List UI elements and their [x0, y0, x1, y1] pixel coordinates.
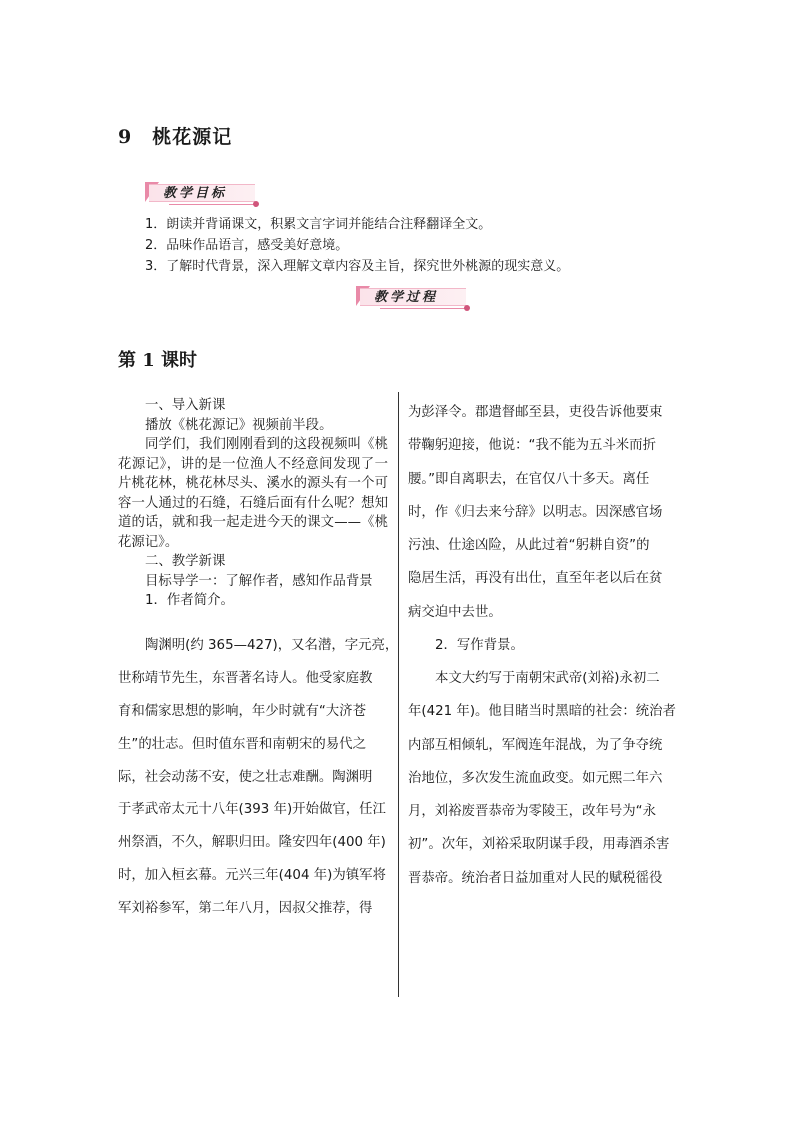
text-line: 州祭酒，不久，解职归田。隆安四年(400 年) [118, 835, 386, 851]
text-line: 污浊、仕途凶险，从此过着“躬耕自资”的 [408, 538, 650, 553]
period-title: 第 1 课时 [118, 350, 198, 371]
text-line: 隐居生活，再没有出仕，直至年老以后在贫 [408, 571, 663, 587]
text-line: 时，作《归去来兮辞》以明志。因深感官场 [408, 504, 663, 520]
right-column [408, 403, 680, 902]
left-column-author [118, 636, 399, 932]
text-line: 内部互相倾轧，军阀连年混战，为了争夺统 [408, 737, 663, 753]
sub-heading: 1．作者简介。 [145, 593, 234, 608]
objective-item: 3．了解时代背景，深入理解文章内容及主旨，探究世外桃源的现实意义。 [145, 259, 570, 274]
text-line: 为彭泽令。郡遣督邮至县，吏役告诉他要束 [408, 405, 663, 420]
banner-underline [169, 204, 255, 205]
text-line: 晋恭帝。统治者日益加重对人民的赋税徭役 [408, 870, 663, 886]
column-divider [398, 392, 399, 997]
text-line: 世称靖节先生，东晋著名诗人。他受家庭教 [118, 670, 373, 686]
lesson-name: 桃花源记 [152, 126, 233, 148]
process-banner [356, 286, 476, 312]
text-line: 带鞠躬迎接，他说：“我不能为五斗米而折 [408, 438, 656, 454]
paragraph: 同学们，我们刚刚看到的这段视频叫《桃花源记》，讲的是一位渔人不经意间发现了一片桃花林，桃花林尽头、溪水的源头有一个可容一人通过的石缝，石缝后面有什么呢？想知道的话，就和我一起走进今天的课文——《桃花源记》。 [118, 437, 388, 550]
text-line: 陶渊明(约 365—427)，又名潜，字元亮， [145, 638, 399, 653]
text-line: 际，社会动荡不安，使之壮志难酬。陶渊明 [118, 769, 373, 785]
objectives-header: 教学目标 [149, 184, 255, 202]
objective-item: 2．品味作品语言，感受美好意境。 [145, 238, 349, 253]
text-line: 于孝武帝太元十八年(393 年)开始做官，任江 [118, 802, 386, 818]
banner-dot-icon [253, 201, 259, 207]
banner-underline [380, 308, 466, 309]
left-column-intro [118, 396, 388, 611]
objectives-list [145, 214, 569, 277]
text-line: 初”。次年，刘裕采取阴谋手段，用毒酒杀害 [408, 837, 670, 853]
lesson-number: 9 [118, 126, 133, 148]
text-line: 本文大约写于南朝宋武帝(刘裕)永初二 [435, 671, 660, 686]
lesson-title [118, 122, 232, 149]
text-line: 生”的壮志。但时值东晋和南朝宋的易代之 [118, 736, 366, 752]
text-line: 年(421 年)。他目睹当时黑暗的社会：统治者 [408, 704, 676, 720]
text-line: 治地位，多次发生流血政变。如元熙二年六 [408, 770, 663, 786]
text-line: 育和儒家思想的影响，年少时就有“大济苍 [118, 703, 366, 719]
text-line: 病交迫中去世。 [408, 604, 502, 620]
text-line: 月，刘裕废晋恭帝为零陵王，改年号为“永 [408, 804, 656, 819]
sub-heading: 2．写作背景。 [435, 637, 524, 653]
objectives-banner [145, 182, 265, 208]
text-line: 时，加入桓玄幕。元兴三年(404 年)为镇军将 [118, 868, 386, 884]
section-heading: 一、导入新课 [145, 398, 226, 413]
text-line: 腰。”即自离职去，在官仅八十多天。离任 [408, 471, 650, 487]
section-heading: 二、教学新课 [145, 554, 226, 569]
paragraph: 播放《桃花源记》视频前半段。 [145, 417, 333, 433]
objective-item: 1．朗读并背诵课文，积累文言字词并能结合注释翻译全文。 [145, 217, 492, 232]
text-line: 军刘裕参军，第二年八月，因叔父推荐，得 [118, 901, 373, 917]
goal-heading: 目标导学一：了解作者，感知作品背景 [145, 573, 373, 589]
process-header: 教学过程 [360, 288, 466, 306]
banner-dot-icon [464, 305, 470, 311]
